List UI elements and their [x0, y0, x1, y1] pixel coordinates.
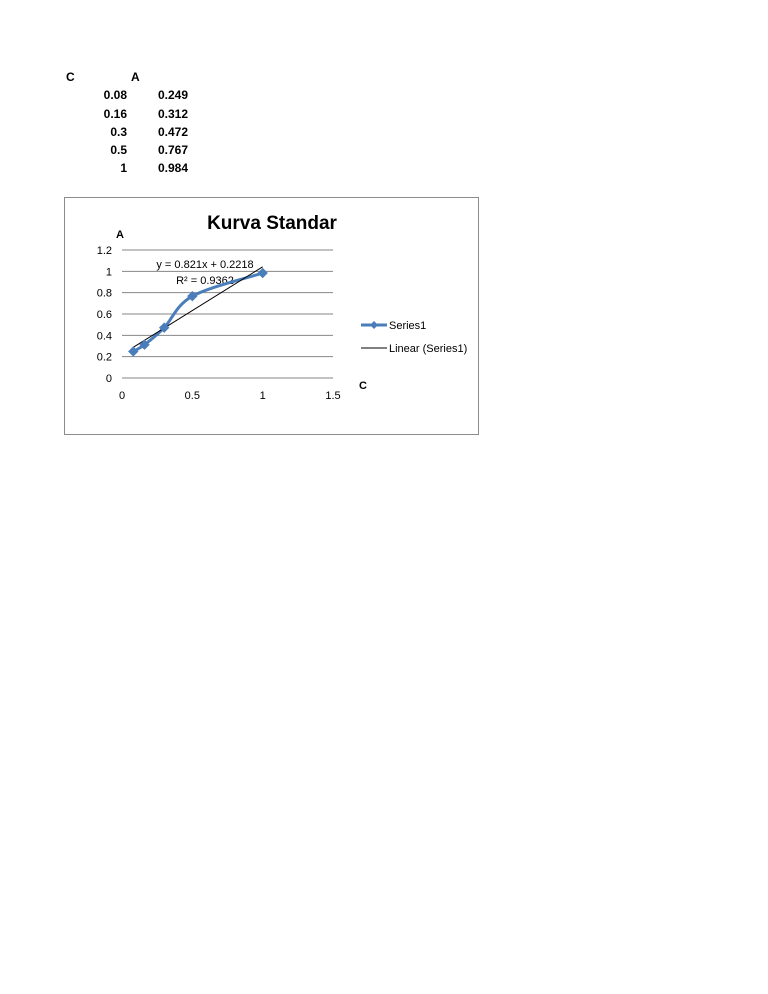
- legend-series-marker: [370, 321, 378, 329]
- table-cell-c: 0.16: [103, 107, 127, 121]
- x-axis-label: C: [359, 380, 367, 392]
- data-table: [0, 0, 260, 190]
- table-cell-a: 0.249: [158, 88, 189, 102]
- legend-series-label: Series1: [389, 320, 427, 332]
- y-tick-label: 0.2: [96, 351, 112, 364]
- y-tick-label: 0.8: [96, 287, 112, 300]
- x-tick-label: 1: [259, 390, 266, 402]
- table-cell-c: 0.5: [110, 143, 127, 157]
- x-tick-label: 1.5: [325, 390, 341, 402]
- x-tick-label: 0.5: [184, 390, 200, 402]
- column-header-c: C: [66, 70, 75, 84]
- trendline-r-squared: R² = 0.9362: [176, 275, 234, 287]
- table-cell-a: 0.767: [158, 143, 189, 157]
- table-cell-a: 0.312: [158, 107, 189, 121]
- data-point: [258, 269, 267, 278]
- y-tick-label: 0.6: [96, 309, 112, 321]
- table-cell-a: 0.472: [158, 125, 189, 139]
- column-header-a: A: [131, 70, 140, 84]
- x-tick-label: 0: [118, 390, 126, 402]
- y-tick-label: 1.2: [96, 245, 112, 257]
- legend-trendline-label: Linear (Series1): [389, 343, 468, 355]
- table-cell-c: 0.08: [103, 88, 127, 102]
- legend: [361, 320, 467, 355]
- y-tick-label: 0: [105, 373, 112, 385]
- y-axis-label: A: [116, 229, 124, 241]
- table-cell-c: 0.3: [110, 125, 127, 139]
- chart-svg: [65, 198, 480, 436]
- chart-title: Kurva Standar: [207, 213, 337, 234]
- table-cell-c: 1: [120, 161, 127, 175]
- y-tick-label: 1: [105, 266, 112, 279]
- table-cell-a: 0.984: [158, 161, 189, 175]
- trendline-equation: y = 0.821x + 0.2218: [156, 259, 254, 271]
- chart-area: [64, 197, 479, 435]
- y-tick-label: 0.4: [96, 330, 112, 343]
